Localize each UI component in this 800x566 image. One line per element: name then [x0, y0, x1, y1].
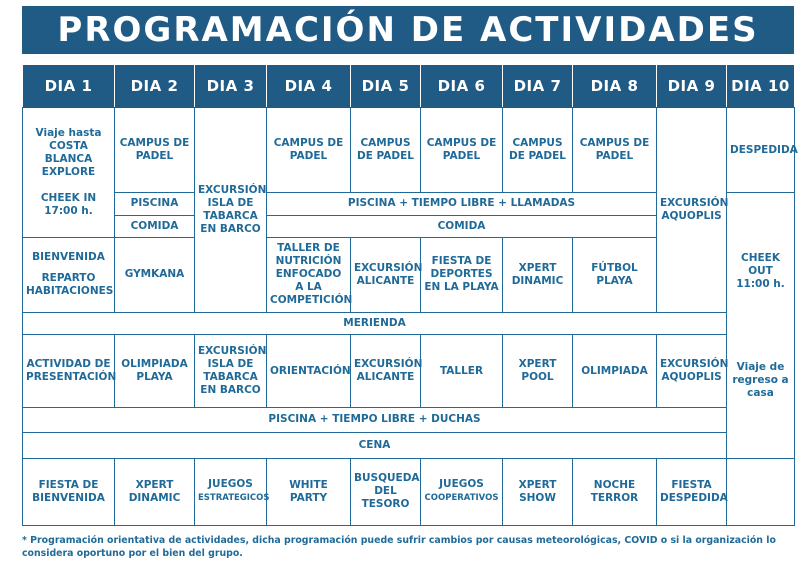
schedule-row: [23, 458, 795, 525]
day-header-4: DIA 4: [267, 65, 351, 108]
cell-day3-juegos: [195, 458, 270, 525]
checkout-text: CHEEK OUT 11:00 h.: [736, 251, 785, 290]
cell-day7-xpert-show: XPERT SHOW: [503, 458, 573, 525]
cell-day7-padel: CAMPUS DE PADEL: [503, 108, 573, 193]
cell-merienda: MERIENDA: [23, 312, 727, 334]
cell-day2-xpert-dinamic: XPERT DINAMIC: [115, 458, 195, 525]
day-header-3: DIA 3: [195, 65, 267, 108]
cell-day10-despedida: DESPEDIDA: [727, 108, 795, 193]
cell-piscina-duchas: PISCINA + TIEMPO LIBRE + DUCHAS: [23, 408, 727, 432]
day-header-row: [23, 65, 795, 108]
juegos-label: JUEGOS: [208, 478, 253, 491]
cell-days4-8-comida: COMIDA: [267, 215, 657, 237]
cell-day4-orientacion: ORIENTACIÓN: [267, 335, 351, 408]
cell-day8-padel: CAMPUS DE PADEL: [573, 108, 657, 193]
cell-day1-presentacion: ACTIVIDAD DE PRESENTACIÓN: [23, 335, 115, 408]
cell-day7-xpert-pool: XPERT POOL: [503, 335, 573, 408]
cell-day2-gymkana: GYMKANA: [115, 237, 195, 312]
cell-days4-8-piscina: PISCINA + TIEMPO LIBRE + LLAMADAS: [267, 193, 657, 215]
cell-day6-taller: TALLER: [421, 335, 503, 408]
footnote: * Programación orientativa de actividades, dicha programación puede sufrir cambios por causas meteorológicas, COVID o si la organización lo considera oportuno por el bien del grupo.: [22, 535, 776, 559]
cell-day2-padel: CAMPUS DE PADEL: [115, 108, 195, 193]
cell-day6-padel: CAMPUS DE PADEL: [421, 108, 503, 193]
schedule-row: [23, 408, 795, 432]
cell-day1-arrival: [23, 108, 115, 238]
cell-day4-white-party: WHITE PARTY: [267, 458, 351, 525]
cell-day9-aquoplis: EXCURSIÓN AQUOPLIS: [657, 108, 727, 313]
schedule-row: [23, 108, 795, 193]
cell-day1-fiesta: FIESTA DE BIENVENIDA: [23, 458, 115, 525]
arrival-text: Viaje hasta COSTA BLANCA EXPLORE: [35, 126, 102, 178]
cell-day5-busqueda: BUSQUEDA DEL TESORO: [351, 458, 421, 525]
day-header-2: DIA 2: [115, 65, 195, 108]
day-header-7: DIA 7: [503, 65, 573, 108]
cell-day2-olimpiada: OLIMPIADA PLAYA: [115, 335, 195, 408]
cell-day5-alicante: EXCURSIÓN ALICANTE: [351, 237, 421, 312]
cell-day9-aquoplis-b: EXCURSIÓN AQUOPLIS: [657, 335, 727, 408]
cell-day1-welcome: [23, 237, 115, 312]
welcome-text: BIENVENIDA: [32, 251, 105, 264]
schedule-table: [22, 64, 798, 526]
day-header-10: DIA 10: [727, 65, 795, 108]
checkin-text: CHEEK IN 17:00 h.: [40, 191, 97, 217]
cell-day10-empty: [727, 458, 795, 525]
schedule-row: [23, 432, 795, 458]
cell-day8-futbol: FÚTBOL PLAYA: [573, 237, 657, 312]
cell-day5-padel: CAMPUS DE PADEL: [351, 108, 421, 193]
title-banner: [22, 6, 794, 54]
cell-day8-noche: NOCHE TERROR: [573, 458, 657, 525]
cell-cena: CENA: [23, 432, 727, 458]
cell-day9-fiesta: FIESTA DESPEDIDA: [657, 458, 727, 525]
cell-day3-excursion: EXCURSIÓN ISLA DE TABARCA EN BARCO: [195, 108, 267, 313]
day-header-5: DIA 5: [351, 65, 421, 108]
rooms-text: REPARTO HABITACIONES: [26, 272, 114, 298]
cell-day8-olimpiada: OLIMPIADA: [573, 335, 657, 408]
cell-day6-fiesta: FIESTA DE DEPORTES EN LA PLAYA: [421, 237, 503, 312]
day-header-9: DIA 9: [657, 65, 727, 108]
schedule-row: [23, 335, 795, 408]
return-trip-text: Viaje de regreso a casa: [732, 360, 789, 399]
cell-day6-juegos: [421, 458, 503, 525]
juegos-sub: COOPERATIVOS: [424, 493, 499, 504]
day-header-8: DIA 8: [573, 65, 657, 108]
juegos-label: JUEGOS: [439, 478, 484, 491]
cell-day5-alicante-b: EXCURSIÓN ALICANTE: [351, 335, 421, 408]
juegos-sub: ESTRATEGICOS: [198, 493, 270, 504]
cell-day10-departure: [727, 193, 795, 459]
schedule-row: [23, 312, 795, 334]
cell-day4-taller: TALLER DE NUTRICIÓN ENFOCADO A LA COMPETICIÓN: [267, 237, 351, 312]
cell-day7-xpert-dinamic: XPERT DINAMIC: [503, 237, 573, 312]
cell-day2-comida: COMIDA: [115, 215, 195, 237]
day-header-6: DIA 6: [421, 65, 503, 108]
cell-day3-excursion-b: EXCURSIÓN ISLA DE TABARCA EN BARCO: [195, 335, 267, 408]
day-header-1: DIA 1: [23, 65, 115, 108]
page-title: PROGRAMACIÓN DE ACTIVIDADES: [57, 10, 759, 50]
cell-day4-padel: CAMPUS DE PADEL: [267, 108, 351, 193]
cell-day2-piscina: PISCINA: [115, 193, 195, 215]
